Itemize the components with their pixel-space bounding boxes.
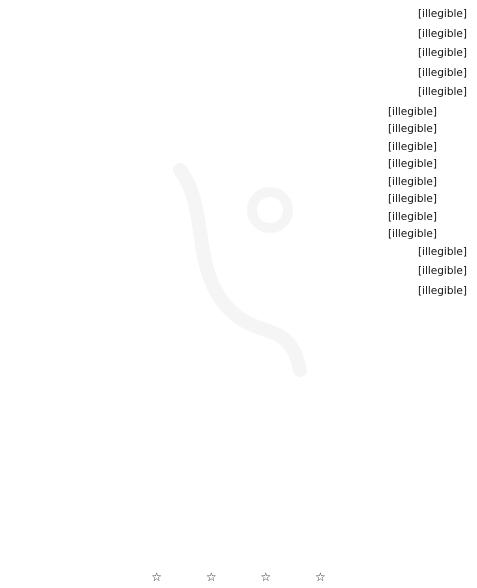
- dialogue-line-5: [illegible]: [387, 175, 437, 188]
- paragraph-5: [illegible]: [417, 86, 467, 98]
- dialogue-line-8: [illegible]: [387, 228, 437, 240]
- star-icon: ☆: [151, 570, 162, 584]
- paragraph-1: [illegible]: [417, 8, 467, 20]
- paragraph-2: [illegible]: [417, 27, 467, 40]
- paragraph-3: [illegible]: [417, 47, 467, 59]
- star-icon: ☆: [205, 570, 217, 584]
- paragraph-7: [illegible]: [417, 265, 467, 277]
- star-icon: ☆: [315, 570, 326, 584]
- dialogue-line-7: [illegible]: [387, 210, 437, 223]
- star-icon: ☆: [260, 570, 272, 584]
- paragraph-6: [illegible]: [417, 245, 467, 258]
- dialogue-line-2: [illegible]: [387, 123, 437, 135]
- paragraph-8: [illegible]: [417, 284, 467, 297]
- section-break-stars: [0, 570, 477, 584]
- dialogue-line-3: [illegible]: [387, 140, 437, 153]
- dialogue-line-6: [illegible]: [387, 193, 437, 205]
- dialogue-line-4: [illegible]: [387, 158, 437, 170]
- paragraph-4: [illegible]: [417, 66, 467, 79]
- article-body: [10, 6, 467, 300]
- dialogue-line-1: [illegible]: [387, 105, 437, 118]
